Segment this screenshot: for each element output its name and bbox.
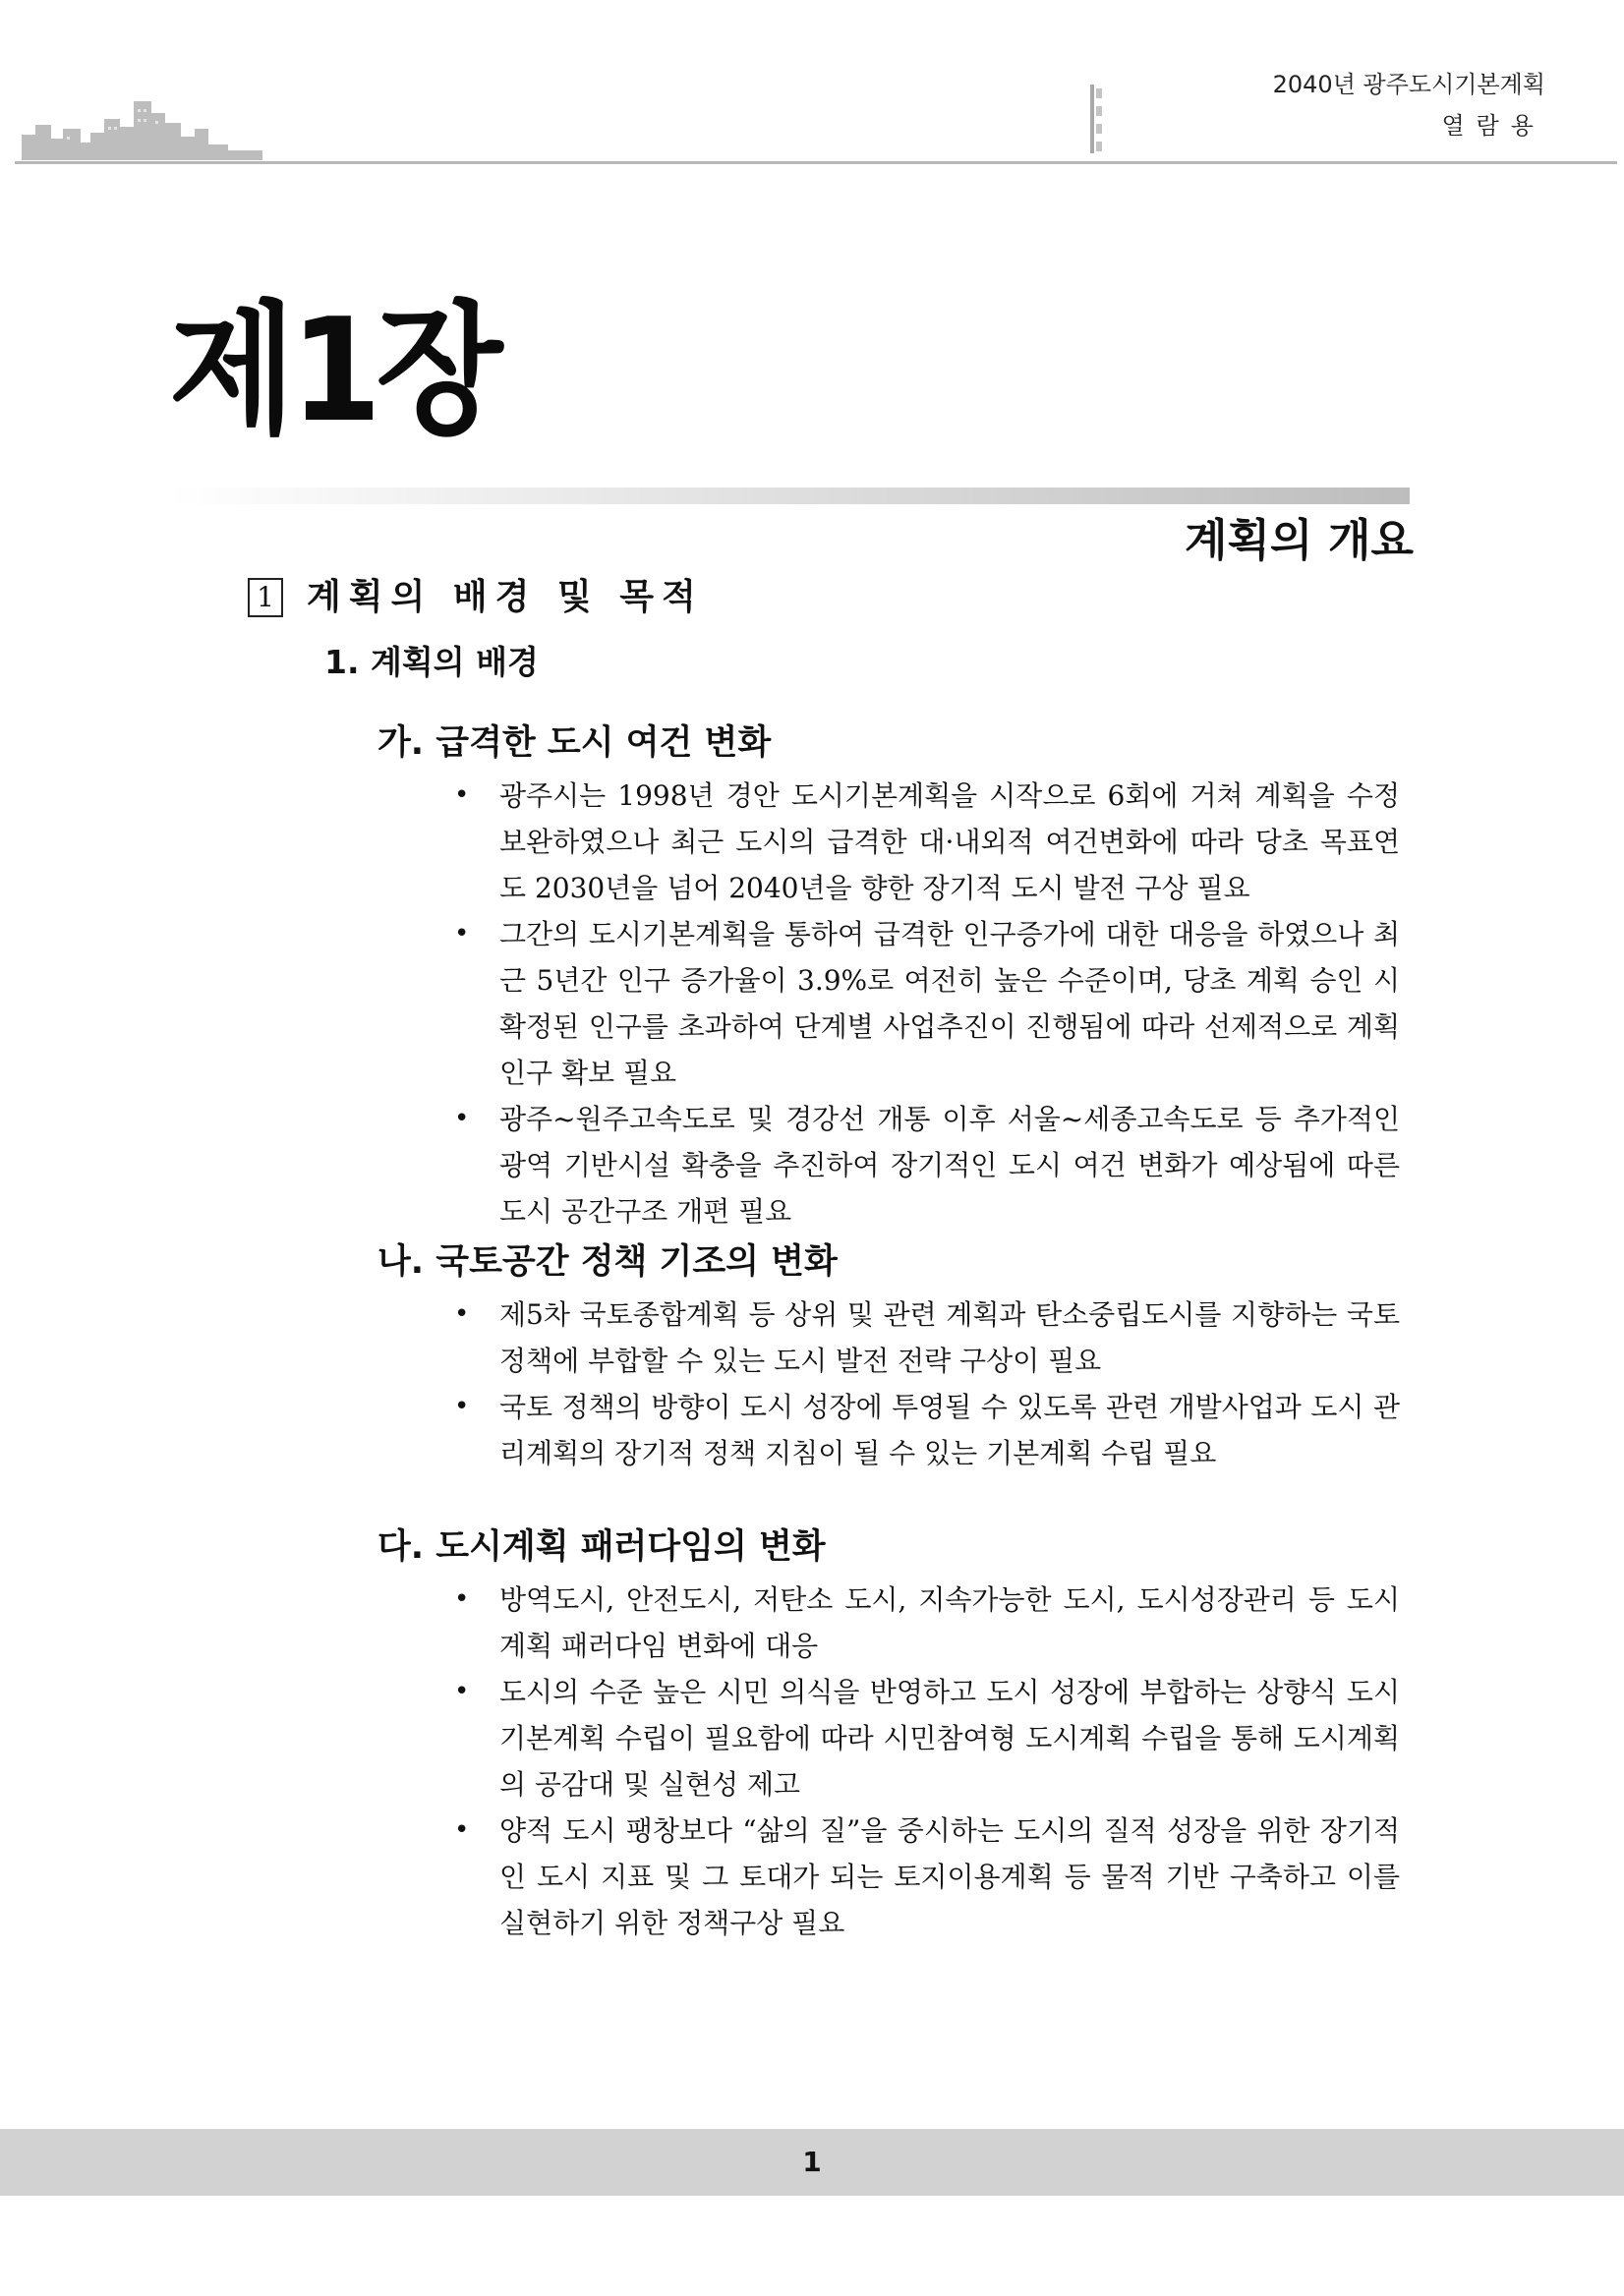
bullet-item: • 양적 도시 팽창보다 “삶의 질”을 중시하는 도시의 질적 성장을 위한 장기적인 도시 지표 및 그 토대가 되는 토지이용계획 등 물적 기반 구축하고 이를 실현하기 위한 정책구상 필요 [377, 1808, 1400, 1946]
bullet-item: • 제5차 국토종합계획 등 상위 및 관련 계획과 탄소중립도시를 지향하는 국토 정책에 부합할 수 있는 도시 발전 전략 구상이 필요 [377, 1292, 1400, 1384]
content-block-ga [377, 714, 1400, 1234]
document-title: 2040년 광주도시기본계획 [1272, 71, 1545, 98]
block-heading: 가. 급격한 도시 여건 변화 [377, 723, 772, 763]
section-title: 계획의 배경 및 목적 [307, 577, 704, 617]
section-number-box: 1 [248, 578, 283, 617]
content-block-da [377, 1518, 1400, 1946]
chapter-label: 제1장 [169, 288, 497, 454]
document-subtitle: 열람용 [1441, 112, 1545, 140]
bullet-item: • 방역도시, 안전도시, 저탄소 도시, 지속가능한 도시, 도시성장관리 등 도시 계획 패러다임 변화에 대응 [377, 1577, 1400, 1669]
header-divider-mark [1090, 85, 1102, 153]
bullet-item: • 광주시는 1998년 경안 도시기본계획을 시작으로 6회에 거쳐 계획을 수정 보완하였으나 최근 도시의 급격한 대·내외적 여건변화에 따라 당초 목표연도 2030년을 넘어 2040년을 향한 장기적 도시 발전 구상 필요 [377, 773, 1400, 911]
bullet-item: • 그간의 도시기본계획을 통하여 급격한 인구증가에 대한 대응을 하였으나 최근 5년간 인구 증가율이 3.9%로 여전히 높은 수준이며, 당초 계획 승인 시 확정된 인구를 초과하여 단계별 사업추진이 진행됨에 따라 선제적으로 계획인구 확보 필요 [377, 911, 1400, 1096]
chapter-divider [169, 488, 1410, 504]
city-skyline-logo [22, 93, 262, 162]
subsection-heading: 1. 계획의 배경 [324, 643, 539, 681]
page-number: 1 [802, 2146, 822, 2178]
bullet-list [377, 773, 1400, 1234]
content-block-na [377, 1233, 1400, 1476]
bullet-item: • 광주~원주고속도로 및 경강선 개통 이후 서울~세종고속도로 등 추가적인 광역 기반시설 확충을 추진하여 장기적인 도시 여건 변화가 예상됨에 따른 도시 공간구조 개편 필요 [377, 1096, 1400, 1234]
block-heading: 다. 도시계획 패러다임의 변화 [377, 1527, 826, 1567]
bullet-item: • 국토 정책의 방향이 도시 성장에 투영될 수 있도록 관련 개발사업과 도시 관리계획의 장기적 정책 지침이 될 수 있는 기본계획 수립 필요 [377, 1384, 1400, 1476]
bullet-list [377, 1577, 1400, 1946]
bullet-item: • 도시의 수준 높은 시민 의식을 반영하고 도시 성장에 부합하는 상향식 도시 기본계획 수립이 필요함에 따라 시민참여형 도시계획 수립을 통해 도시계획의 공감대 및 실현성 제고 [377, 1669, 1400, 1808]
header-rule [15, 161, 1617, 164]
section-heading [248, 568, 704, 627]
block-heading: 나. 국토공간 정책 기조의 변화 [377, 1242, 838, 1282]
bullet-list [377, 1292, 1400, 1476]
chapter-subtitle: 계획의 개요 [1184, 514, 1414, 566]
